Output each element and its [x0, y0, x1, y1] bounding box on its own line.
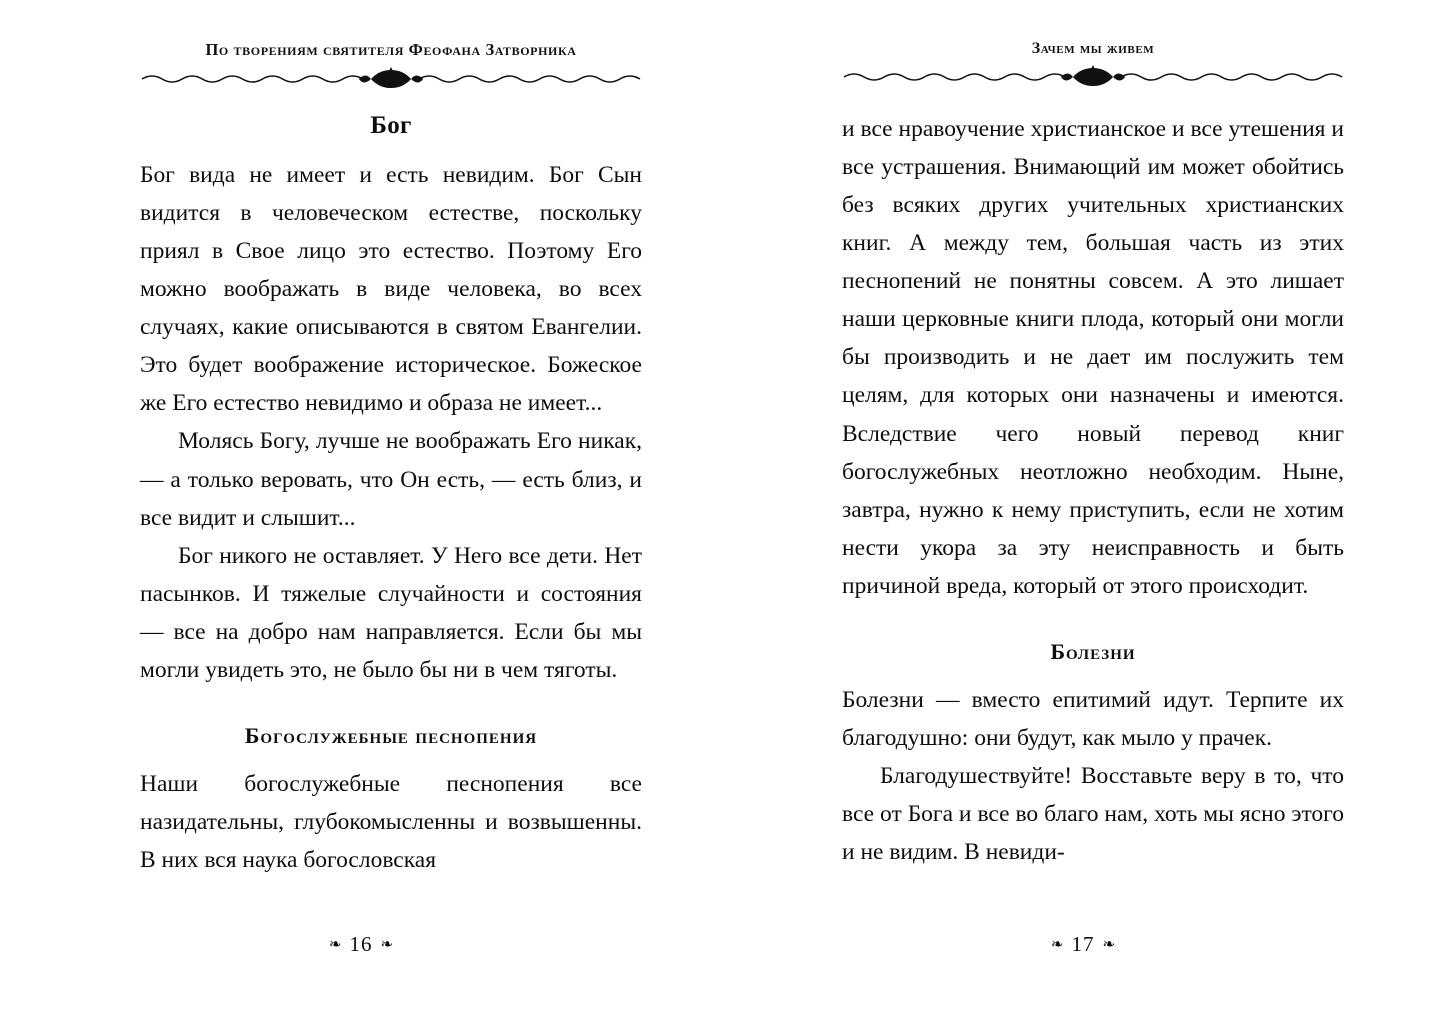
page-number-left	[0, 932, 722, 957]
section-title-bogosluzhebnye-pesnopeniya: Богослужебные песнопения	[244, 722, 538, 748]
left-page	[0, 0, 722, 1013]
paragraph: и все нравоучение христианское и все утешения и все устрашения. Внимающий им может обойтись без всяких других учительных христианских книг. А между тем, большая часть из этих песнопений не понятны совсем. А это лишает наши церковные книги плода, который они могли бы производить и не дает им послужить тем целям, для которых они назначены и имеются. Вследствие чего новый перевод книг богослужебных неотложно необходим. Ныне, завтра, нужно к нему приступить, если не хотим нести укора за эту неисправность и быть причиной вреда, который от этого происходит.	[842, 116, 1344, 599]
paragraph: Молясь Богу, лучше не воображать Его никак, — а только веровать, что Он есть, — есть близ, и все видит и слышит...	[140, 428, 642, 531]
section-title-bog: Бог	[370, 112, 412, 139]
paragraph: Бог вида не имеет и есть невидим. Бог Сын видится в человеческом естестве, поскольку приял в Свое лицо это естество. Поэтому Его можно воображать в виде человека, во всех случаях, какие описываются в святом Евангелии. Это будет воображение историческое. Божеское же Его естество невидимо и образа не имеет...	[140, 162, 642, 417]
folio-ornament-left-icon: ❧	[1050, 937, 1064, 953]
running-head-left: По творениям святителя Феофана Затворника	[205, 40, 577, 59]
paragraph: Болезни — вместо епитимий идут. Терпите их благодушно: они будут, как мыло у прачек.	[842, 686, 1344, 751]
folio-number: 17	[1071, 932, 1095, 956]
paragraph: Благодушествуйте! Восставьте веру в то, что все от Бога и все во благо нам, хоть мы ясно этого и не видим. В невиди-	[842, 762, 1344, 866]
running-head-right: Зачем мы живем	[1031, 40, 1155, 57]
paragraph: Наши богослужебные песнопения все назидательны, глубокомысленны и возвышенны. В них вся наука богословская	[140, 770, 642, 873]
folio-number: 16	[349, 932, 373, 956]
folio-ornament-right-icon: ❧	[380, 937, 394, 953]
section-title-bolezni: Болезни	[1050, 638, 1136, 664]
ornamental-divider-icon	[140, 66, 642, 92]
right-page	[722, 0, 1444, 1013]
ornamental-divider-icon	[842, 64, 1344, 90]
paragraph: Бог никого не оставляет. У Него все дети. Нет пасынков. И тяжелые случайности и состояния — все на добро нам направляется. Если бы мы могли увидеть это, не было бы ни в чем тяготы.	[140, 542, 642, 683]
folio-ornament-right-icon: ❧	[1102, 937, 1116, 953]
folio-ornament-left-icon: ❧	[328, 937, 342, 953]
page-number-right	[722, 932, 1444, 957]
